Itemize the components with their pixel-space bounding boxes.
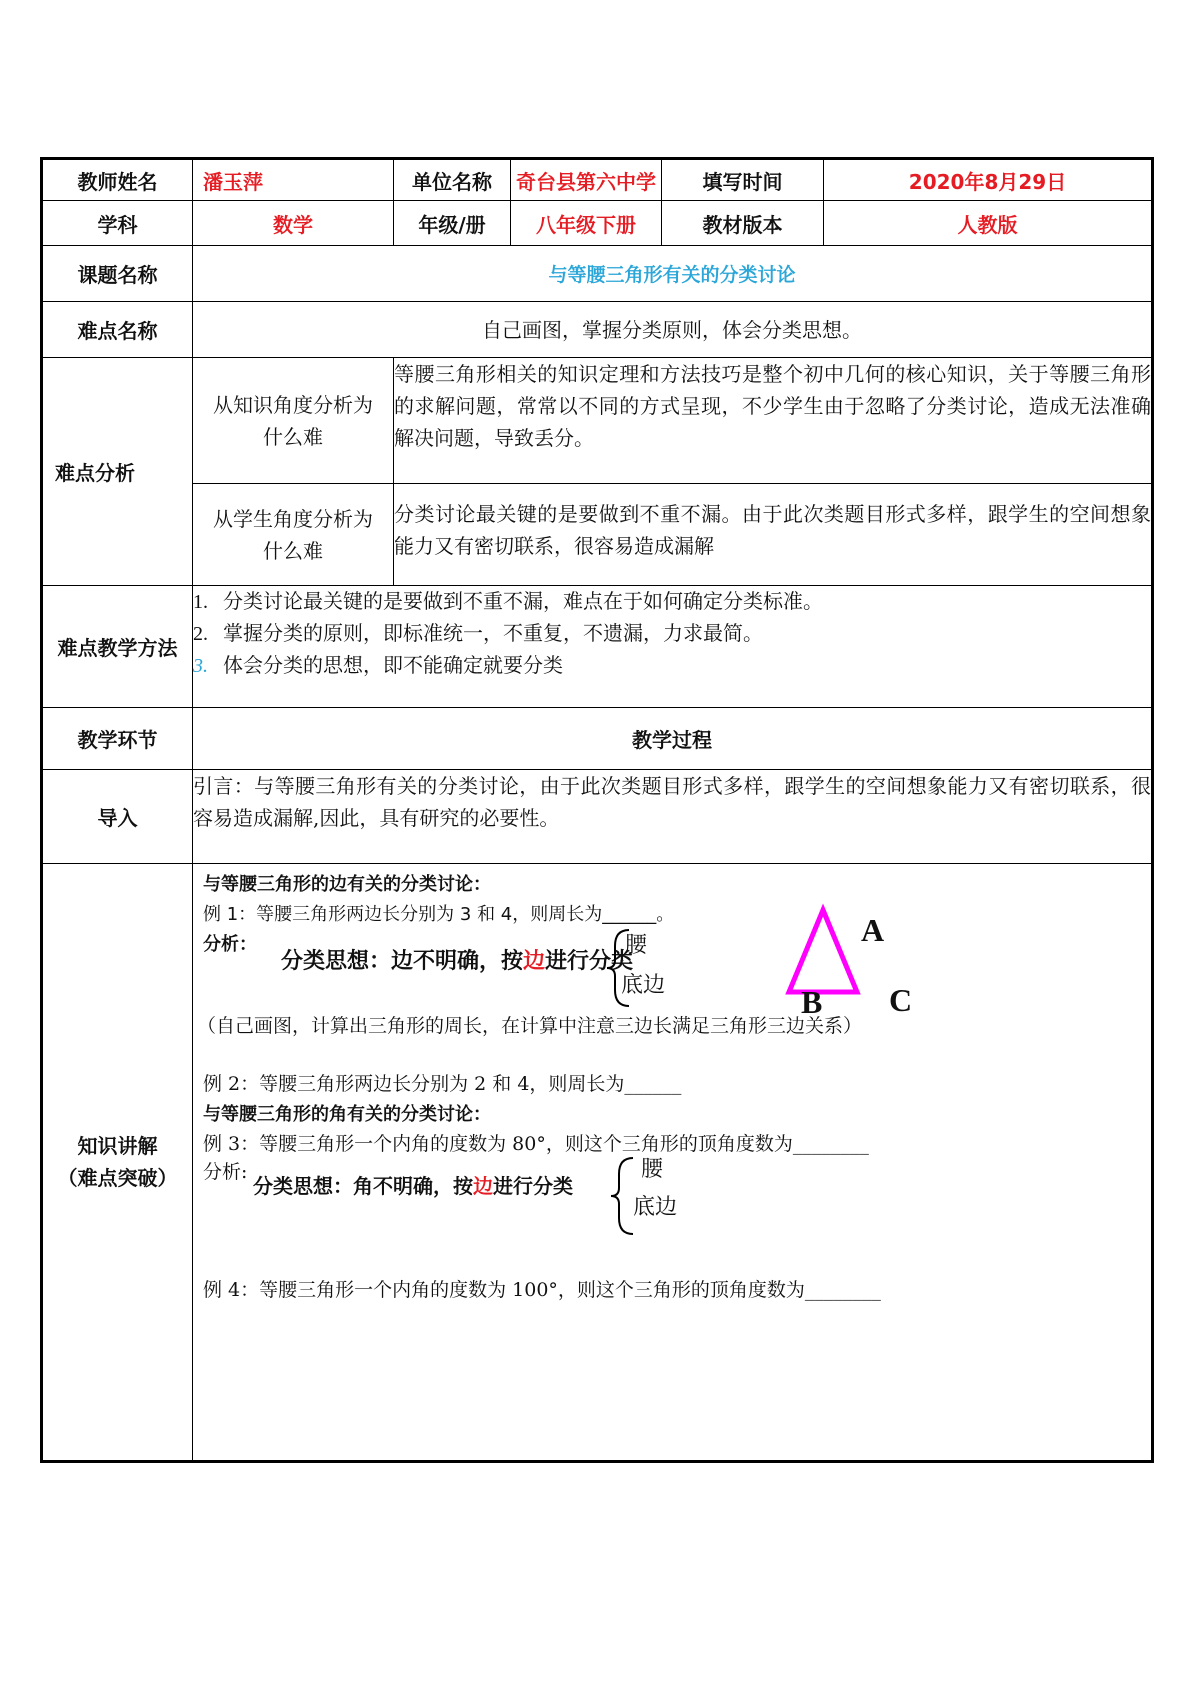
heading-angles: 与等腰三角形的角有关的分类讨论： (203, 1104, 491, 1125)
idea-2: 分类思想：角不明确，按边进行分类 (253, 1174, 573, 1198)
intro-label: 导入 (42, 770, 193, 864)
student-angle-label: 从学生角度分析为什么难 (193, 484, 394, 586)
method-list (193, 586, 1153, 708)
stage-label: 教学环节 (42, 708, 193, 770)
example-2: 例 2：等腰三角形两边长分别为 2 和 4，则周长为______ (203, 1073, 682, 1095)
brace-2-bottom: 底边 (633, 1195, 678, 1220)
topic-value: 与等腰三角形有关的分类讨论 (193, 246, 1153, 302)
knowledge-angle-text: 等腰三角形相关的知识定理和方法技巧是整个初中几何的核心知识，关于等腰三角形的求解问题，常常以不同的方式呈现，不少学生由于忽略了分类讨论，造成无法准确解决问题，导致丢分。 (394, 358, 1153, 484)
example-3: 例 3：等腰三角形一个内角的度数为 80°，则这个三角形的顶角度数为________ (203, 1133, 869, 1155)
knowledge-angle-label: 从知识角度分析为什么难 (193, 358, 394, 484)
method-item: 2. 掌握分类的原则，即标准统一，不重复，不遗漏，力求最简。 (193, 621, 763, 645)
date-value: 2020年8月29日 (824, 159, 1153, 201)
method-label: 难点教学方法 (42, 586, 193, 708)
process-label: 教学过程 (193, 708, 1153, 770)
grade-value: 八年级下册 (511, 201, 662, 246)
note-1: （自己画图，计算出三角形的周长，在计算中注意三边长满足三角形三边关系） (197, 1015, 863, 1037)
intro-text-cell (193, 770, 1153, 864)
example-4: 例 4：等腰三角形一个内角的度数为 100°，则这个三角形的顶角度数为________ (203, 1279, 881, 1301)
subject-value: 数学 (193, 201, 394, 246)
difficulty-value: 自己画图，掌握分类原则，体会分类思想。 (193, 302, 1153, 358)
knowledge-label-line2: （难点突破） (57, 1166, 178, 1190)
date-label: 填写时间 (662, 159, 824, 201)
edition-value: 人教版 (824, 201, 1153, 246)
knowledge-label-line1: 知识讲解 (77, 1134, 158, 1158)
brace-1-bottom: 底边 (621, 973, 666, 998)
brace-2-top: 腰 (641, 1157, 664, 1182)
knowledge-label (42, 864, 193, 1462)
teacher-value: 潘玉萍 (193, 159, 394, 201)
lesson-plan-table (40, 157, 1154, 1463)
vertex-c-label: C (889, 982, 913, 1018)
difficulty-label: 难点名称 (42, 302, 193, 358)
vertex-a-label: A (861, 912, 885, 948)
brace-1-top: 腰 (625, 933, 648, 958)
isosceles-triangle-figure (783, 902, 863, 1002)
idea-1: 分类思想：边不明确，按边进行分类 (281, 949, 634, 974)
analysis-label: 难点分析 (42, 358, 193, 586)
knowledge-content (193, 864, 1153, 1462)
analysis-2-label: 分析: (203, 1161, 248, 1183)
teacher-label: 教师姓名 (42, 159, 193, 201)
intro-text: ，由于此次类题目形式多样，跟学生的空间想象能力又有密切联系，很容易造成漏解,因此，具有研究的必要性。 (193, 774, 1152, 830)
heading-sides: 与等腰三角形的边有关的分类讨论： (203, 874, 491, 895)
analysis-1-label: 分析： (203, 934, 257, 955)
unit-label: 单位名称 (394, 159, 511, 201)
edition-label: 教材版本 (662, 201, 824, 246)
example-1: 例 1：等腰三角形两边长分别为 3 和 4，则周长为______。 (203, 904, 675, 925)
unit-value: 奇台县第六中学 (511, 159, 662, 201)
student-angle-text: 分类讨论最关键的是要做到不重不漏。由于此次类题目形式多样，跟学生的空间想象能力又有密切联系，很容易造成漏解 (394, 484, 1153, 586)
method-item: 1. 分类讨论最关键的是要做到不重不漏，难点在于如何确定分类标准。 (193, 589, 823, 613)
grade-label: 年级/册 (394, 201, 511, 246)
method-item: 3. 体会分类的思想，即不能确定就要分类 (193, 653, 563, 677)
subject-label: 学科 (42, 201, 193, 246)
topic-label: 课题名称 (42, 246, 193, 302)
intro-prefix: 引言：与等腰三角形有关的分类讨论 (193, 774, 520, 798)
vertex-b-label: B (801, 984, 823, 1020)
